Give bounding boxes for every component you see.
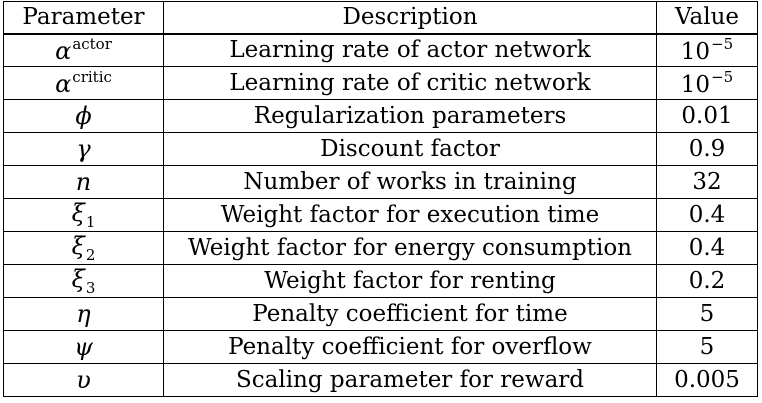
parameter-cell [4, 331, 164, 364]
description-cell: Weight factor for energy consumption [164, 232, 657, 265]
description-cell: Learning rate of critic network [164, 67, 657, 100]
description-cell: Discount factor [164, 133, 657, 166]
header-row [4, 2, 758, 34]
parameter-symbol: α [55, 36, 72, 65]
parameter-symbol: ϕ [75, 101, 92, 130]
parameter-symbol: ξ [71, 264, 85, 293]
description-cell: Weight factor for execution time [164, 199, 657, 232]
table-row [4, 100, 758, 133]
parameter-symbol: α [55, 69, 72, 98]
parameter-cell [4, 232, 164, 265]
table-row [4, 67, 758, 100]
value-cell: 0.4 [657, 232, 758, 265]
parameter-cell [4, 199, 164, 232]
parameter-superscript: actor [72, 34, 112, 53]
parameter-symbol: υ [76, 365, 91, 394]
value-cell: 5 [657, 331, 758, 364]
parameter-cell [4, 67, 164, 100]
table-row [4, 265, 758, 298]
parameter-cell [4, 166, 164, 199]
parameter-superscript: critic [72, 67, 112, 86]
parameter-symbol: ψ [74, 332, 93, 361]
description-cell: Penalty coefficient for overflow [164, 331, 657, 364]
parameter-cell [4, 133, 164, 166]
header-value: Value [657, 2, 758, 34]
parameter-symbol: ξ [71, 231, 85, 260]
description-cell: Regularization parameters [164, 100, 657, 133]
value-base: 10 [680, 71, 711, 98]
table-row [4, 331, 758, 364]
parameter-cell [4, 100, 164, 133]
value-cell: 0.9 [657, 133, 758, 166]
description-cell: Weight factor for renting [164, 265, 657, 298]
parameter-subscript: 2 [85, 245, 96, 264]
value-cell: 0.2 [657, 265, 758, 298]
value-exponent: −5 [711, 34, 734, 53]
value-cell [657, 67, 758, 100]
table-row [4, 133, 758, 166]
description-cell: Number of works in training [164, 166, 657, 199]
value-cell: 32 [657, 166, 758, 199]
parameter-cell [4, 298, 164, 331]
value-base: 10 [680, 38, 711, 65]
parameter-symbol: η [76, 299, 91, 328]
table-row [4, 199, 758, 232]
value-exponent: −5 [711, 67, 734, 86]
parameter-symbol: ξ [71, 198, 85, 227]
parameter-symbol: γ [76, 134, 91, 163]
description-cell: Scaling parameter for reward [164, 364, 657, 397]
table-row [4, 298, 758, 331]
value-cell: 0.005 [657, 364, 758, 397]
parameter-subscript: 1 [85, 212, 96, 231]
value-cell: 0.4 [657, 199, 758, 232]
value-cell: 0.01 [657, 100, 758, 133]
header-parameter: Parameter [4, 2, 164, 34]
value-cell: 5 [657, 298, 758, 331]
table-row [4, 34, 758, 67]
table-row [4, 166, 758, 199]
description-cell: Learning rate of actor network [164, 34, 657, 67]
table-row [4, 364, 758, 397]
parameter-cell [4, 34, 164, 67]
table-row [4, 232, 758, 265]
parameter-cell [4, 265, 164, 298]
parameter-cell [4, 364, 164, 397]
parameter-subscript: 3 [85, 278, 96, 297]
header-description: Description [164, 2, 657, 34]
description-cell: Penalty coefficient for time [164, 298, 657, 331]
parameter-symbol: n [75, 167, 92, 196]
value-cell [657, 34, 758, 67]
parameter-table [3, 1, 758, 397]
